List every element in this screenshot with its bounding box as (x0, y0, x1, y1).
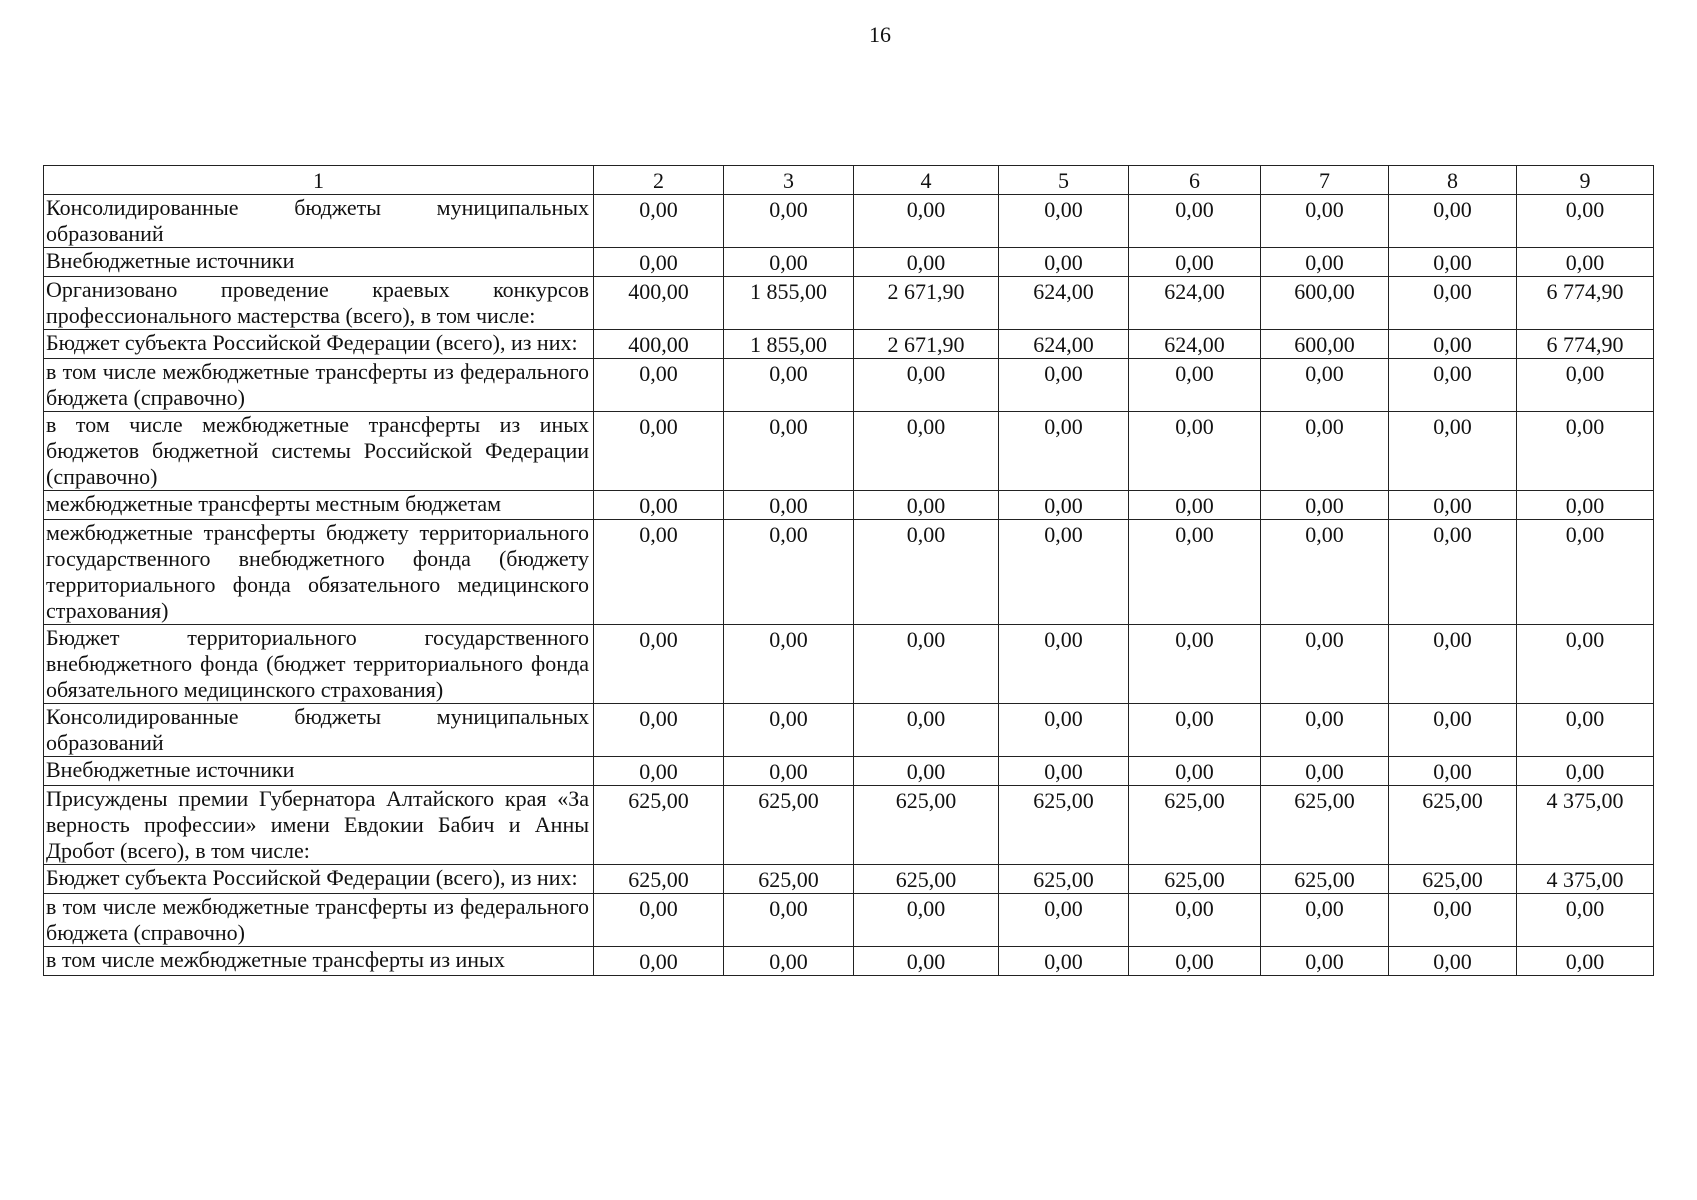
value-cell: 0,00 (1517, 947, 1654, 976)
value-cell: 625,00 (724, 865, 854, 894)
column-header: 4 (854, 166, 999, 195)
table-row (44, 704, 1654, 757)
value-cell: 625,00 (594, 865, 724, 894)
row-label: Присуждены премии Губернатора Алтайского края «За верность профессии» имени Евдокии Бабич и Анны Дробот (всего), в том числе: (44, 786, 594, 865)
value-cell: 625,00 (999, 865, 1129, 894)
value-cell: 0,00 (854, 520, 999, 625)
row-label: Консолидированные бюджеты муниципальных образований (44, 195, 594, 248)
value-cell: 0,00 (999, 491, 1129, 520)
value-cell: 0,00 (1389, 248, 1517, 277)
value-cell: 0,00 (854, 757, 999, 786)
value-cell: 0,00 (1261, 412, 1389, 491)
value-cell: 625,00 (1261, 786, 1389, 865)
value-cell: 625,00 (999, 786, 1129, 865)
value-cell: 0,00 (1261, 520, 1389, 625)
value-cell: 2 671,90 (854, 277, 999, 330)
value-cell: 625,00 (854, 786, 999, 865)
value-cell: 0,00 (999, 894, 1129, 947)
value-cell: 0,00 (1129, 894, 1261, 947)
table-row (44, 330, 1654, 359)
row-label: Бюджет субъекта Российской Федерации (всего), из них: (44, 865, 594, 894)
value-cell: 0,00 (1389, 195, 1517, 248)
row-label: Внебюджетные источники (44, 757, 594, 786)
value-cell: 0,00 (1389, 894, 1517, 947)
row-label: Внебюджетные источники (44, 248, 594, 277)
value-cell: 400,00 (594, 277, 724, 330)
value-cell: 625,00 (594, 786, 724, 865)
table-row (44, 757, 1654, 786)
column-header: 8 (1389, 166, 1517, 195)
value-cell: 0,00 (999, 757, 1129, 786)
table-row (44, 865, 1654, 894)
value-cell: 0,00 (1389, 704, 1517, 757)
value-cell: 0,00 (854, 195, 999, 248)
value-cell: 0,00 (1129, 195, 1261, 248)
row-label: Бюджет территориального государственного внебюджетного фонда (бюджет территориального фонда обязательного медицинского страхования) (44, 625, 594, 704)
value-cell: 625,00 (1261, 865, 1389, 894)
value-cell: 0,00 (999, 625, 1129, 704)
value-cell: 625,00 (1129, 865, 1261, 894)
row-label: Организовано проведение краевых конкурсов профессионального мастерства (всего), в том числе: (44, 277, 594, 330)
value-cell: 0,00 (594, 520, 724, 625)
value-cell: 0,00 (1517, 412, 1654, 491)
column-header: 3 (724, 166, 854, 195)
table-row (44, 625, 1654, 704)
value-cell: 624,00 (1129, 277, 1261, 330)
value-cell: 600,00 (1261, 330, 1389, 359)
value-cell: 0,00 (724, 894, 854, 947)
value-cell: 0,00 (854, 894, 999, 947)
value-cell: 0,00 (854, 491, 999, 520)
table-row (44, 277, 1654, 330)
value-cell: 0,00 (1517, 894, 1654, 947)
value-cell: 0,00 (1261, 625, 1389, 704)
value-cell: 0,00 (1389, 277, 1517, 330)
value-cell: 2 671,90 (854, 330, 999, 359)
table-row (44, 359, 1654, 412)
value-cell: 0,00 (1129, 359, 1261, 412)
value-cell: 0,00 (594, 704, 724, 757)
value-cell: 0,00 (594, 195, 724, 248)
value-cell: 0,00 (1129, 704, 1261, 757)
value-cell: 0,00 (594, 491, 724, 520)
value-cell: 0,00 (1389, 757, 1517, 786)
value-cell: 0,00 (999, 412, 1129, 491)
row-label: в том числе межбюджетные трансферты из федерального бюджета (справочно) (44, 894, 594, 947)
value-cell: 0,00 (1261, 195, 1389, 248)
column-header: 5 (999, 166, 1129, 195)
value-cell: 0,00 (1517, 248, 1654, 277)
value-cell: 0,00 (1389, 947, 1517, 976)
value-cell: 0,00 (1261, 757, 1389, 786)
value-cell: 0,00 (1389, 625, 1517, 704)
value-cell: 0,00 (1261, 248, 1389, 277)
header-row (44, 166, 1654, 195)
value-cell: 0,00 (1261, 359, 1389, 412)
table-row (44, 894, 1654, 947)
value-cell: 0,00 (1517, 491, 1654, 520)
value-cell: 1 855,00 (724, 330, 854, 359)
value-cell: 0,00 (724, 248, 854, 277)
page-number: 16 (869, 22, 891, 47)
table-row (44, 195, 1654, 248)
table-row (44, 412, 1654, 491)
value-cell: 0,00 (1389, 412, 1517, 491)
row-label: Бюджет субъекта Российской Федерации (всего), из них: (44, 330, 594, 359)
value-cell: 0,00 (724, 195, 854, 248)
value-cell: 625,00 (1389, 786, 1517, 865)
value-cell: 0,00 (999, 947, 1129, 976)
value-cell: 4 375,00 (1517, 786, 1654, 865)
value-cell: 0,00 (999, 359, 1129, 412)
value-cell: 0,00 (594, 359, 724, 412)
table-row (44, 947, 1654, 976)
value-cell: 0,00 (724, 491, 854, 520)
value-cell: 0,00 (1517, 520, 1654, 625)
value-cell: 625,00 (1389, 865, 1517, 894)
row-label: в том числе межбюджетные трансферты из иных бюджетов бюджетной системы Российской Федерации (справочно) (44, 412, 594, 491)
column-header: 2 (594, 166, 724, 195)
value-cell: 0,00 (594, 757, 724, 786)
column-header: 7 (1261, 166, 1389, 195)
value-cell: 0,00 (724, 359, 854, 412)
value-cell: 0,00 (724, 757, 854, 786)
value-cell: 0,00 (854, 947, 999, 976)
budget-table (43, 165, 1654, 976)
value-cell: 0,00 (1129, 412, 1261, 491)
value-cell: 0,00 (594, 412, 724, 491)
value-cell: 4 375,00 (1517, 865, 1654, 894)
value-cell: 0,00 (854, 625, 999, 704)
value-cell: 625,00 (724, 786, 854, 865)
table-row (44, 520, 1654, 625)
value-cell: 0,00 (1261, 491, 1389, 520)
value-cell: 0,00 (1389, 359, 1517, 412)
value-cell: 0,00 (1261, 947, 1389, 976)
value-cell: 0,00 (1517, 625, 1654, 704)
value-cell: 0,00 (999, 195, 1129, 248)
value-cell: 0,00 (724, 947, 854, 976)
value-cell: 0,00 (724, 520, 854, 625)
value-cell: 0,00 (594, 947, 724, 976)
row-label: в том числе межбюджетные трансферты из иных (44, 947, 594, 976)
value-cell: 0,00 (1517, 359, 1654, 412)
table-row (44, 248, 1654, 277)
value-cell: 0,00 (999, 248, 1129, 277)
value-cell: 0,00 (854, 359, 999, 412)
column-header: 9 (1517, 166, 1654, 195)
value-cell: 0,00 (594, 894, 724, 947)
value-cell: 0,00 (999, 520, 1129, 625)
value-cell: 0,00 (1261, 704, 1389, 757)
row-label: в том числе межбюджетные трансферты из федерального бюджета (справочно) (44, 359, 594, 412)
value-cell: 0,00 (1129, 947, 1261, 976)
value-cell: 400,00 (594, 330, 724, 359)
value-cell: 625,00 (1129, 786, 1261, 865)
value-cell: 0,00 (1389, 330, 1517, 359)
value-cell: 0,00 (1389, 491, 1517, 520)
value-cell: 0,00 (594, 625, 724, 704)
value-cell: 624,00 (999, 330, 1129, 359)
value-cell: 0,00 (1129, 248, 1261, 277)
value-cell: 0,00 (1129, 757, 1261, 786)
value-cell: 0,00 (999, 704, 1129, 757)
column-header: 6 (1129, 166, 1261, 195)
value-cell: 600,00 (1261, 277, 1389, 330)
value-cell: 6 774,90 (1517, 330, 1654, 359)
value-cell: 0,00 (854, 412, 999, 491)
value-cell: 1 855,00 (724, 277, 854, 330)
value-cell: 0,00 (724, 704, 854, 757)
value-cell: 6 774,90 (1517, 277, 1654, 330)
value-cell: 0,00 (854, 248, 999, 277)
row-label: Консолидированные бюджеты муниципальных образований (44, 704, 594, 757)
value-cell: 0,00 (724, 412, 854, 491)
value-cell: 0,00 (1517, 195, 1654, 248)
value-cell: 0,00 (1129, 625, 1261, 704)
row-label: межбюджетные трансферты местным бюджетам (44, 491, 594, 520)
column-header: 1 (44, 166, 594, 195)
row-label: межбюджетные трансферты бюджету территориального государственного внебюджетного фонда (бюджету территориального фонда обязательного медицинского страхования) (44, 520, 594, 625)
value-cell: 0,00 (1129, 491, 1261, 520)
value-cell: 0,00 (594, 248, 724, 277)
value-cell: 0,00 (1517, 704, 1654, 757)
value-cell: 0,00 (854, 704, 999, 757)
value-cell: 0,00 (1129, 520, 1261, 625)
table-row (44, 786, 1654, 865)
value-cell: 0,00 (724, 625, 854, 704)
value-cell: 624,00 (999, 277, 1129, 330)
value-cell: 0,00 (1517, 757, 1654, 786)
value-cell: 0,00 (1261, 894, 1389, 947)
value-cell: 625,00 (854, 865, 999, 894)
table-row (44, 491, 1654, 520)
value-cell: 0,00 (1389, 520, 1517, 625)
value-cell: 624,00 (1129, 330, 1261, 359)
